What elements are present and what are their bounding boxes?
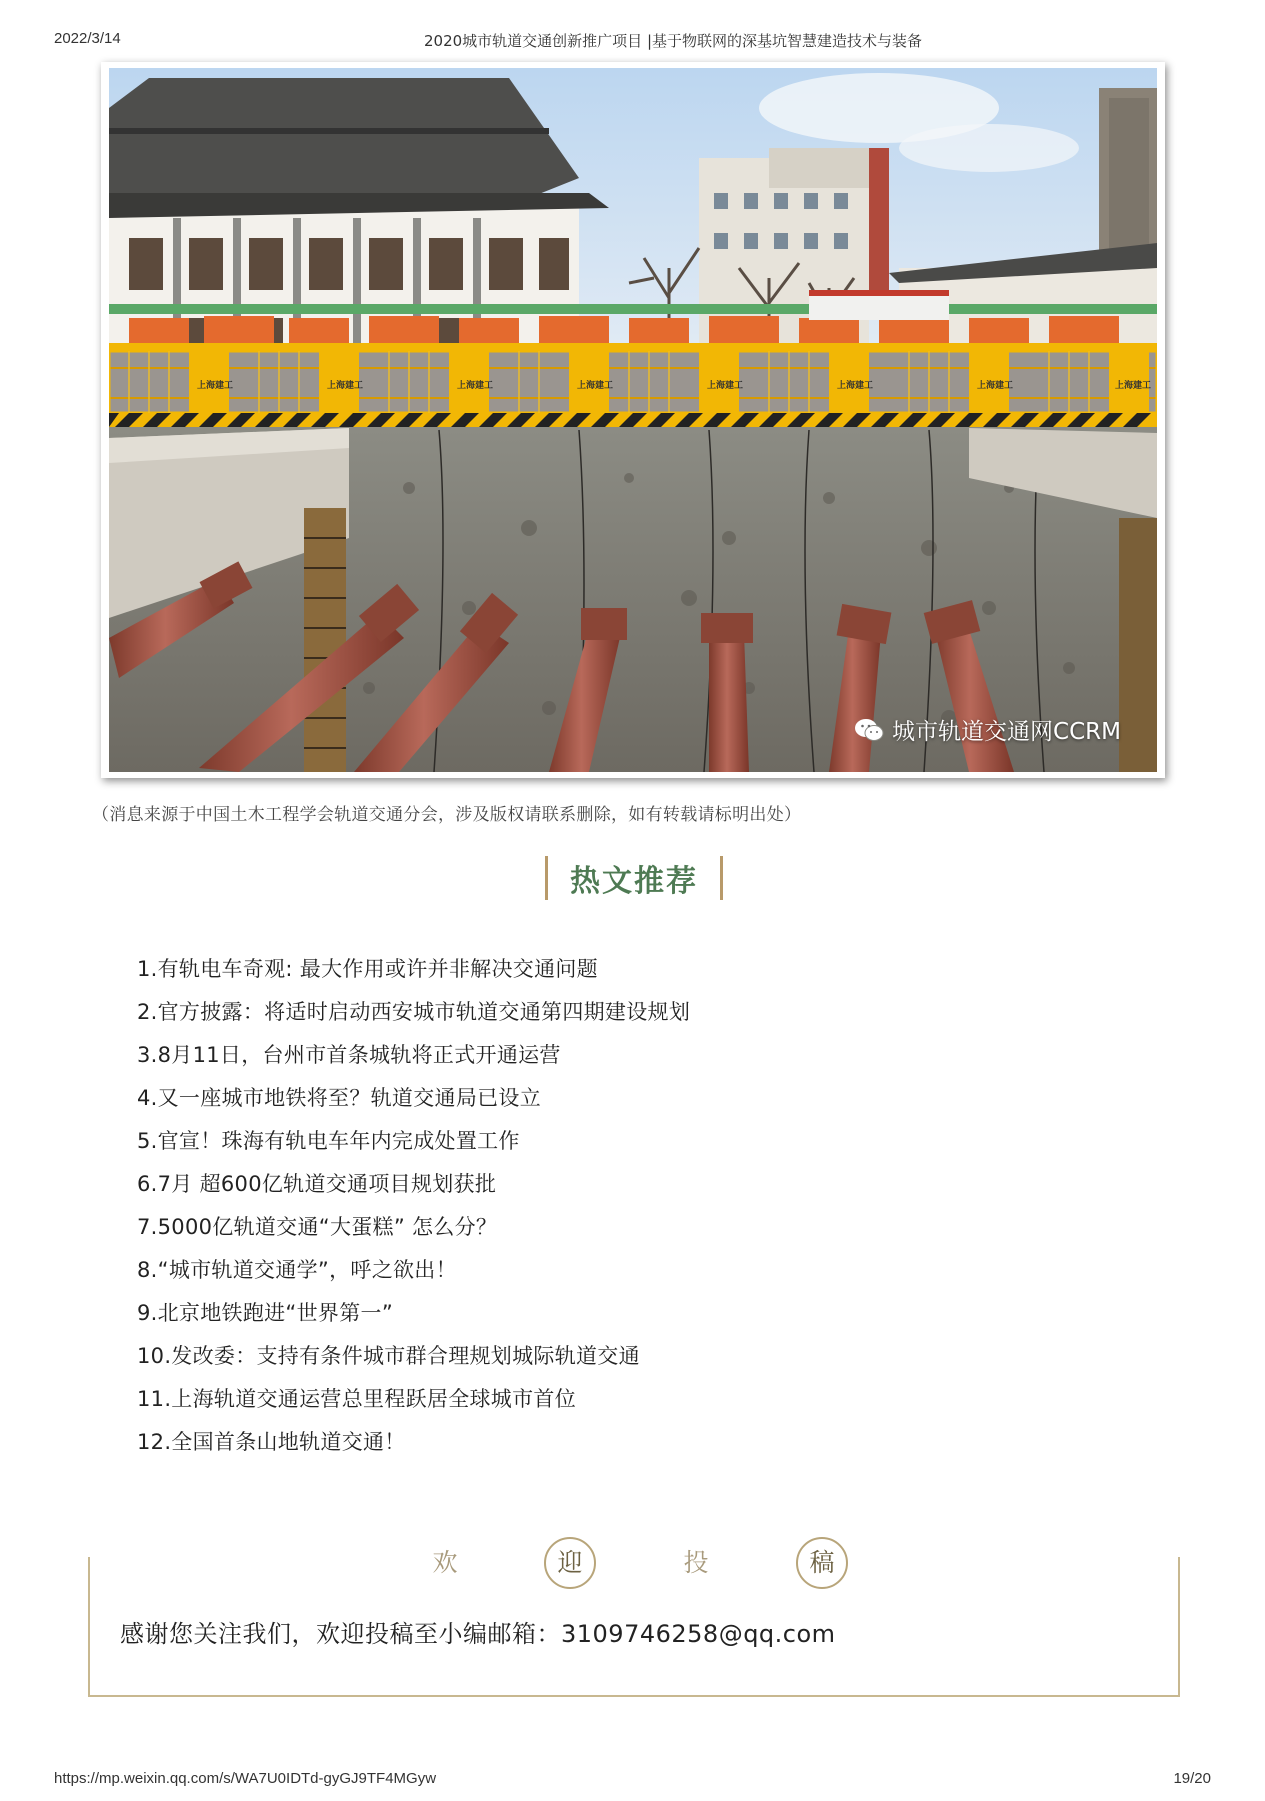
excavation-pit-illustration <box>109 68 1157 772</box>
watermark-text: 城市轨道交通网CCRM <box>892 719 1121 745</box>
article-link-10[interactable]: 10.发改委：支持有条件城市群合理规划城际轨道交通 <box>137 1344 640 1368</box>
welcome-char-4: 稿 <box>796 1537 848 1589</box>
wechat-icon <box>854 717 884 743</box>
welcome-char-1: 欢 <box>432 1548 458 1577</box>
source-url: https://mp.weixin.qq.com/s/WA7U0IDTd-gyGJ9TF4MGyw <box>54 1770 437 1787</box>
welcome-contribution-banner <box>0 1535 1265 1591</box>
print-date: 2022/3/14 <box>54 30 121 47</box>
article-link-12[interactable]: 12.全国首条山地轨道交通！ <box>137 1430 406 1454</box>
article-link-6[interactable]: 6.7月 超600亿轨道交通项目规划获批 <box>137 1172 497 1196</box>
railing-sign-3: 上海建工 <box>457 381 494 391</box>
railing-sign-6: 上海建工 <box>837 381 874 391</box>
article-title-header: 2020城市轨道交通创新推广项目 |基于物联网的深基坑智慧建造技术与装备 <box>424 32 922 50</box>
source-caption: （消息来源于中国土木工程学会轨道交通分会，涉及版权请联系删除，如有转载请标明出处） <box>92 805 802 825</box>
welcome-char-3: 投 <box>683 1548 709 1577</box>
welcome-char-2: 迎 <box>544 1537 596 1589</box>
contribution-email-text: 感谢您关注我们，欢迎投稿至小编邮箱：3109746258@qq.com <box>120 1620 836 1648</box>
railing-sign-7: 上海建工 <box>977 381 1014 391</box>
article-link-11[interactable]: 11.上海轨道交通运营总里程跃居全球城市首位 <box>137 1387 576 1411</box>
hot-articles-list <box>137 948 690 1464</box>
railing-sign-5: 上海建工 <box>707 381 744 391</box>
article-link-4[interactable]: 4.又一座城市地铁将至？轨道交通局已设立 <box>137 1086 542 1110</box>
article-link-2[interactable]: 2.官方披露：将适时启动西安城市轨道交通第四期建设规划 <box>137 1000 691 1024</box>
article-link-8[interactable]: 8.“城市轨道交通学”，呼之欲出！ <box>137 1258 457 1282</box>
photo-watermark <box>854 713 1121 746</box>
article-link-5[interactable]: 5.官宣！珠海有轨电车年内完成处置工作 <box>137 1129 520 1153</box>
hot-articles-heading <box>545 855 723 901</box>
heading-right-bar <box>720 856 723 900</box>
construction-photo-frame <box>101 62 1165 778</box>
construction-site-photo <box>109 68 1157 772</box>
article-link-3[interactable]: 3.8月11日，台州市首条城轨将正式开通运营 <box>137 1043 561 1067</box>
page-number: 19/20 <box>1173 1770 1211 1787</box>
hot-articles-title: 热文推荐 <box>570 864 698 899</box>
article-link-7[interactable]: 7.5000亿轨道交通“大蛋糕” 怎么分？ <box>137 1215 498 1239</box>
article-link-1[interactable]: 1.有轨电车奇观: 最大作用或许并非解决交通问题 <box>137 957 598 981</box>
railing-sign-8: 上海建工 <box>1115 381 1152 391</box>
railing-sign-1: 上海建工 <box>197 381 234 391</box>
railing-sign-2: 上海建工 <box>327 381 364 391</box>
railing-sign-4: 上海建工 <box>577 381 614 391</box>
article-link-9[interactable]: 9.北京地铁跑进“世界第一” <box>137 1301 393 1325</box>
